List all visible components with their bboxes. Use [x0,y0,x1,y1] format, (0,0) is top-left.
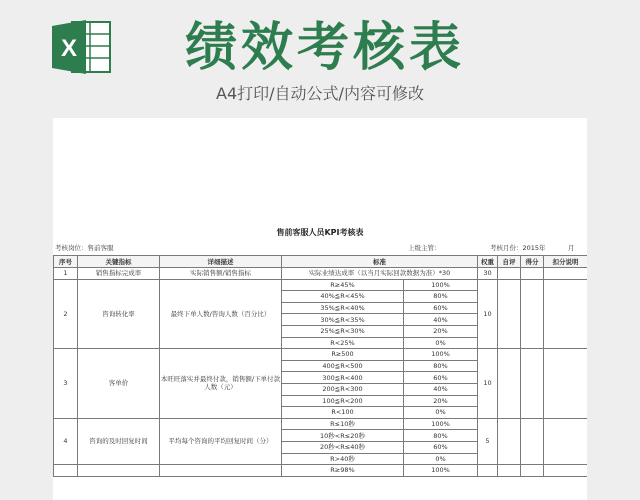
weight-cell[interactable]: 5 [478,418,498,464]
detail-cell[interactable]: 实际销售额/销售指标 [160,268,282,280]
standard-score[interactable]: 100% [404,418,478,430]
deduction-cell[interactable] [544,279,588,349]
standard-cell[interactable]: 实际业绩达成率（以当月实际回款数据为准）*30 [282,268,478,280]
detail-cell[interactable] [160,465,282,477]
table-row [54,279,588,291]
self-eval-cell[interactable] [498,268,521,280]
standard-score[interactable]: 60% [404,302,478,314]
table-row [54,418,588,430]
standard-range[interactable]: R<25% [282,337,404,349]
column-header: 标准 [282,256,478,268]
standard-score[interactable]: 20% [404,395,478,407]
weight-cell[interactable] [478,465,498,477]
score-cell[interactable] [521,349,544,419]
weight-cell[interactable]: 30 [478,268,498,280]
row-number[interactable] [54,465,78,477]
standard-range[interactable]: 400≦R<500 [282,360,404,372]
standard-score[interactable]: 0% [404,337,478,349]
banner [0,0,640,118]
deduction-cell[interactable] [544,349,588,419]
indicator-cell[interactable]: 咨询的及时回复时间 [78,418,160,464]
standard-range[interactable]: 30%≦R<35% [282,314,404,326]
detail-cell[interactable]: 平均每个咨询的平均回复时间（分） [160,418,282,464]
deduction-cell[interactable] [544,418,588,464]
excel-logo-letter: X [60,35,78,62]
supervisor-label: 上级主管： [408,244,441,252]
detail-cell[interactable]: 本旺旺落实并最终付款，销售额/下单付款人数（元） [160,349,282,419]
row-number[interactable]: 2 [54,279,78,349]
standard-range[interactable]: R≥45% [282,279,404,291]
standard-score[interactable]: 20% [404,325,478,337]
column-header: 得分 [521,256,544,268]
standard-range[interactable]: R≥500 [282,349,404,361]
standard-score[interactable]: 40% [404,383,478,395]
column-header: 权重 [478,256,498,268]
standard-score[interactable]: 60% [404,372,478,384]
column-header: 关键指标 [78,256,160,268]
deduction-cell[interactable] [544,465,588,477]
position-label: 考核岗位：售前客服 [55,244,114,252]
sheet-title: 售前客服人员KPI考核表 [276,228,364,237]
column-header: 详细描述 [160,256,282,268]
weight-cell[interactable]: 10 [478,279,498,349]
standard-range[interactable]: R>40秒 [282,453,404,465]
row-number[interactable]: 3 [54,349,78,419]
standard-score[interactable]: 100% [404,279,478,291]
table-row [54,465,588,477]
score-cell[interactable] [521,268,544,280]
score-cell[interactable] [521,418,544,464]
score-cell[interactable] [521,465,544,477]
standard-score[interactable]: 100% [404,465,478,477]
page-subtitle: A4打印/自动公式/内容可修改 [216,84,424,103]
standard-range[interactable]: 20秒<R≤40秒 [282,441,404,453]
column-header: 序号 [54,256,78,268]
standard-range[interactable]: 10秒<R≤20秒 [282,430,404,442]
standard-range[interactable]: 35%≦R<40% [282,302,404,314]
self-eval-cell[interactable] [498,465,521,477]
standard-score[interactable]: 0% [404,407,478,419]
detail-cell[interactable]: 最终下单人数/咨询人数（百分比） [160,279,282,349]
self-eval-cell[interactable] [498,279,521,349]
standard-score[interactable]: 80% [404,430,478,442]
score-cell[interactable] [521,279,544,349]
page-title: 绩效考核表 [185,18,466,78]
kpi-table [53,255,587,477]
standard-range[interactable]: R<100 [282,407,404,419]
column-header: 自评 [498,256,521,268]
standard-score[interactable]: 80% [404,291,478,303]
standard-score[interactable]: 40% [404,314,478,326]
spreadsheet-area [53,118,587,500]
standard-score[interactable]: 0% [404,453,478,465]
indicator-cell[interactable]: 客单价 [78,349,160,419]
standard-range[interactable]: 200≦R<300 [282,383,404,395]
self-eval-cell[interactable] [498,418,521,464]
standard-score[interactable]: 60% [404,441,478,453]
standard-range[interactable]: R≤10秒 [282,418,404,430]
table-row [54,349,588,361]
column-header: 扣分说明 [544,256,588,268]
table-header-row [54,256,588,268]
standard-range[interactable]: 25%≦R<30% [282,325,404,337]
standard-range[interactable]: R≥98% [282,465,404,477]
standard-score[interactable]: 100% [404,349,478,361]
excel-icon [50,18,112,76]
self-eval-cell[interactable] [498,349,521,419]
row-number[interactable]: 1 [54,268,78,280]
month-suffix: 月 [568,244,575,252]
indicator-cell[interactable]: 销售指标完成率 [78,268,160,280]
row-number[interactable]: 4 [54,418,78,464]
month-label: 考核月份：2015年 [490,244,546,252]
table-row [54,268,588,280]
standard-score[interactable]: 80% [404,360,478,372]
standard-range[interactable]: 100≦R<200 [282,395,404,407]
standard-range[interactable]: 300≦R<400 [282,372,404,384]
deduction-cell[interactable] [544,268,588,280]
standard-range[interactable]: 40%≦R<45% [282,291,404,303]
indicator-cell[interactable] [78,465,160,477]
weight-cell[interactable]: 10 [478,349,498,419]
indicator-cell[interactable]: 咨询转化率 [78,279,160,349]
